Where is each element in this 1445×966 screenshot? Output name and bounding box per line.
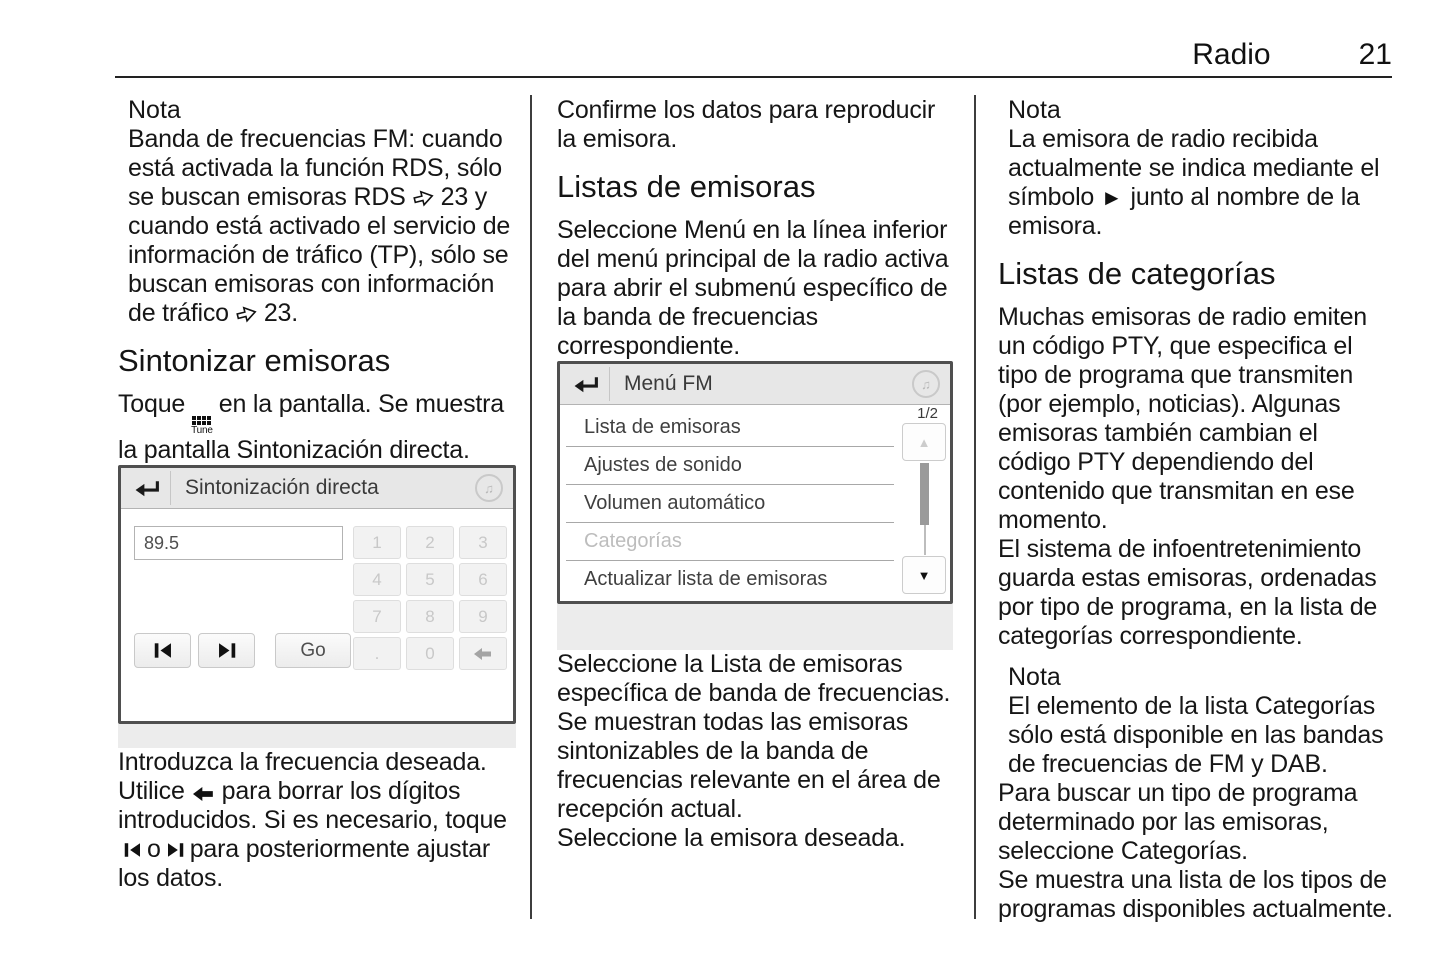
paragraph: Seleccione Menú en la línea inferior del menú principal de la radio activa para abrir el submenú específico de la banda de frecuencias correspondiente. — [557, 216, 949, 360]
back-arrow-icon — [573, 375, 600, 394]
go-button[interactable]: Go — [275, 633, 351, 668]
column-divider — [974, 95, 976, 919]
now-playing-icon: ► — [1100, 185, 1123, 210]
text-segment: en la pantalla. Se muestra la pantalla Sintonización directa. — [118, 390, 505, 464]
heading-listas-de-emisoras: Listas de emisoras — [557, 169, 816, 204]
scroll-up-button[interactable] — [902, 423, 946, 461]
paragraph: El elemento de la lista Categorías sólo está disponible en las bandas de frecuencias de FM y DAB. — [1008, 692, 1384, 778]
paragraph: Se muestra una lista de los tipos de programas disponibles actualmente. — [998, 866, 1393, 923]
menu-item-volumen-automatico[interactable]: Volumen automático — [566, 485, 894, 523]
scrollbar-thumb[interactable] — [920, 463, 929, 525]
note-title: Nota — [1008, 663, 1061, 691]
page-reference-arrow-icon — [235, 305, 258, 323]
page-number: 21 — [1358, 38, 1392, 71]
paragraph — [1008, 125, 1394, 241]
screen-title: Menú FM — [624, 372, 713, 395]
key-7[interactable]: 7 — [353, 600, 401, 633]
paragraph: Muchas emisoras de radio emiten un código PTY, que especifica el tipo de programa que transmiten (por ejemplo, noticias). Algunas emisoras también cambian el código PTY dependiendo del contenido que transmitan en ese momento. — [998, 303, 1367, 534]
text-segment: Banda de frecuencias FM: cuando está activada la función RDS, sólo se buscan emisoras RDS — [128, 125, 503, 211]
paragraph: Seleccione la Lista de emisoras específica de banda de frecuencias. Se muestran todas las emisoras sintonizables de la banda de frecuencias relevante en el área de recepción actual. — [557, 650, 951, 823]
section-title: Radio — [1192, 38, 1271, 71]
text-segment: para posteriormente ajustar los datos. — [118, 835, 491, 892]
key-4[interactable]: 4 — [353, 563, 401, 596]
fm-menu-body — [560, 405, 950, 601]
menu-item-ajustes-de-sonido[interactable]: Ajustes de sonido — [566, 447, 894, 485]
page-indicator: 1/2 — [917, 405, 938, 422]
text-segment: o — [147, 835, 161, 863]
screen-title: Sintonización directa — [185, 476, 379, 499]
note-block — [998, 96, 1394, 241]
page-reference: 23 y — [440, 183, 488, 211]
figure-backdrop — [118, 724, 516, 748]
paragraph — [118, 748, 516, 893]
transport-buttons — [134, 633, 351, 668]
key-2[interactable]: 2 — [406, 526, 454, 559]
music-note-icon: ♫ — [912, 370, 940, 398]
screen-header — [121, 468, 513, 509]
paragraph: El sistema de infoentretenimiento guarda estas emisoras, ordenadas por tipo de programa, en la lista de categorías correspondiente. — [998, 535, 1378, 650]
heading-listas-de-categorias: Listas de categorías — [998, 256, 1276, 291]
text-segment: La emisora de radio recibida actualmente se indica mediante el símbolo — [1008, 125, 1380, 211]
heading-sintonizar-emisoras: Sintonizar emisoras — [118, 343, 391, 378]
direct-tuning-body — [121, 509, 513, 721]
frequency-input[interactable]: 89.5 — [134, 526, 343, 560]
paragraph: Seleccione la emisora deseada. — [557, 824, 906, 852]
paragraph: Confirme los datos para reproducir la emisora. — [557, 96, 936, 153]
column-1 — [118, 96, 516, 893]
menu-item-lista-de-emisoras[interactable]: Lista de emisoras — [566, 409, 894, 447]
back-arrow-icon — [134, 479, 161, 498]
key-9[interactable]: 9 — [459, 600, 507, 633]
menu-item-actualizar-lista[interactable]: Actualizar lista de emisoras — [584, 568, 828, 590]
header-rule — [115, 76, 1392, 78]
skip-next-icon — [166, 842, 185, 858]
note-block — [998, 663, 1394, 779]
text-segment: Introduzca la frecuencia deseada. Utilice — [118, 748, 487, 805]
text-segment: cuando está activado el servicio de información de tráfico (TP), sólo se buscan emisoras con información de tráfico — [128, 212, 511, 327]
fm-menu-screenshot — [557, 361, 953, 650]
page-reference: 23. — [263, 299, 298, 327]
back-button[interactable] — [564, 367, 610, 401]
column-2 — [557, 96, 953, 853]
key-0[interactable]: 0 — [406, 637, 454, 670]
scroll-up-icon: ▲ — [917, 434, 931, 450]
menu-item-categorias: Categorías — [566, 523, 894, 561]
key-5[interactable]: 5 — [406, 563, 454, 596]
back-button[interactable] — [125, 471, 171, 505]
text-segment: para borrar los dígitos introducidos. Si es necesario, toque — [118, 777, 507, 834]
direct-tuning-screenshot — [118, 465, 516, 748]
text-segment: Toque — [118, 390, 186, 418]
scroll-down-icon: ▼ — [917, 567, 931, 583]
column-divider — [530, 95, 532, 919]
numeric-keypad — [353, 526, 511, 670]
column-3 — [998, 96, 1394, 924]
key-8[interactable]: 8 — [406, 600, 454, 633]
music-note-icon: ♫ — [475, 474, 503, 502]
note-block — [118, 96, 516, 328]
key-6[interactable]: 6 — [459, 563, 507, 596]
paragraph — [118, 390, 516, 465]
previous-button[interactable] — [134, 633, 191, 668]
skip-previous-icon — [153, 642, 173, 659]
skip-next-icon — [217, 642, 237, 659]
next-button[interactable] — [198, 633, 255, 668]
key-dot[interactable]: . — [353, 637, 401, 670]
paragraph — [128, 125, 516, 328]
backspace-arrow-icon — [191, 787, 216, 801]
tune-keypad-icon: Tune — [191, 416, 213, 436]
scroll-down-button[interactable] — [902, 556, 946, 594]
note-title: Nota — [128, 96, 181, 124]
backspace-key[interactable] — [459, 637, 507, 670]
paragraph: Para buscar un tipo de programa determinado por las emisoras, seleccione Categorías. — [998, 779, 1358, 865]
backspace-arrow-icon — [472, 648, 494, 660]
key-3[interactable]: 3 — [459, 526, 507, 559]
text-segment: junto al nombre de la emisora. — [1008, 183, 1360, 240]
screen-header — [560, 364, 950, 405]
figure-backdrop — [557, 604, 953, 650]
skip-previous-icon — [123, 842, 142, 858]
fm-menu-list — [566, 409, 894, 598]
note-title: Nota — [1008, 96, 1061, 124]
key-1[interactable]: 1 — [353, 526, 401, 559]
page-reference-arrow-icon — [412, 189, 435, 207]
page-header — [115, 38, 1392, 72]
